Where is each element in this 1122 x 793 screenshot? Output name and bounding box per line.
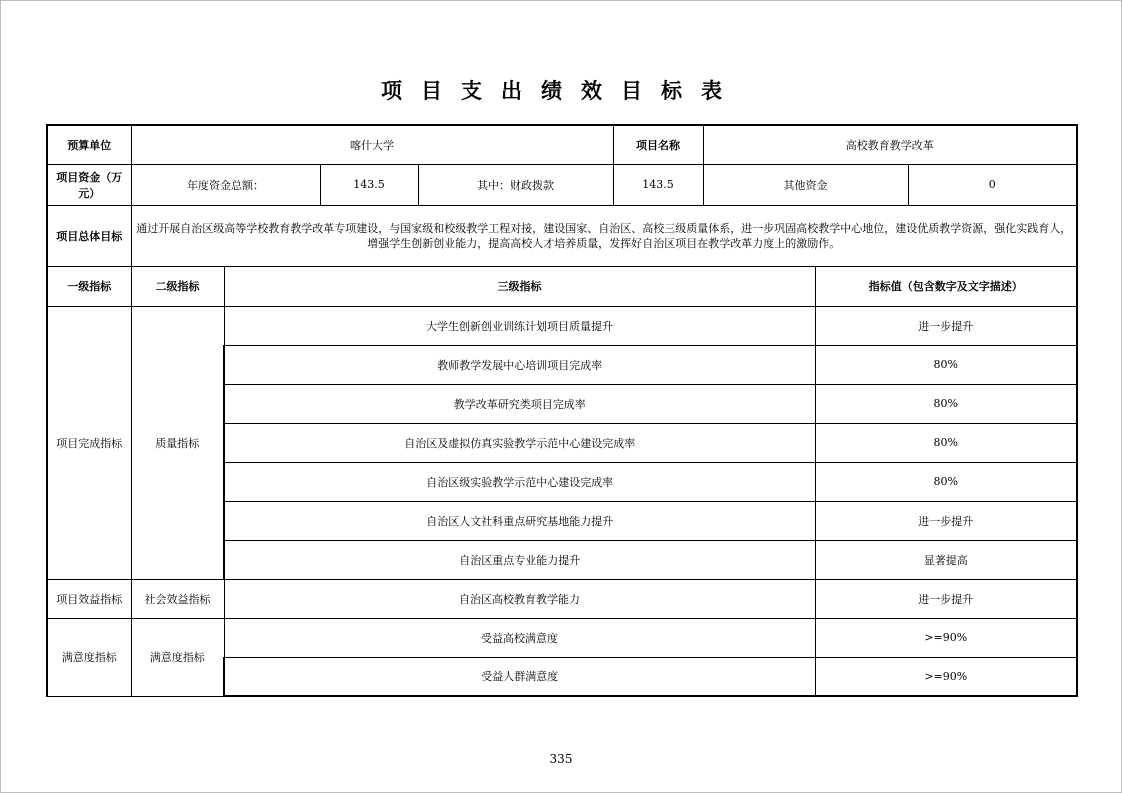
level3-indicator: 自治区重点专业能力提升: [224, 540, 815, 579]
overall-goal-row: [47, 205, 1077, 266]
budget-unit-value: 喀什大学: [131, 125, 613, 164]
level3-indicator: 教学改革研究类项目完成率: [224, 384, 815, 423]
project-name-label: 项目名称: [613, 125, 703, 164]
project-name-value: 高校教育教学改革: [703, 125, 1077, 164]
annual-total-label: 年度资金总额：: [131, 164, 320, 205]
indicator-value: 80%: [815, 462, 1077, 501]
overall-goal-text: 通过开展自治区级高等学校教育教学改革专项建设，与国家级和校级教学工程对接，建设国家、自治区、高校三级质量体系，进一步巩固高校教学中心地位，建设优质教学资源，强化实践育人，增强学生创新创业能力，提高高校人才培养质量，发挥好自治区项目在教学改革力度上的激励作。: [131, 205, 1077, 266]
indicator-value: >=90%: [815, 657, 1077, 696]
budget-unit-row: [47, 125, 1077, 164]
indicator-value: 进一步提升: [815, 501, 1077, 540]
column-header-level1: 一级指标: [47, 266, 131, 306]
level3-indicator: 教师教学发展中心培训项目完成率: [224, 345, 815, 384]
level3-indicator: 自治区及虚拟仿真实验教学示范中心建设完成率: [224, 423, 815, 462]
level1-satisfaction: 满意度指标: [47, 618, 131, 696]
indicator-value: >=90%: [815, 618, 1077, 657]
indicator-value: 80%: [815, 345, 1077, 384]
budget-unit-label: 预算单位: [47, 125, 131, 164]
level3-indicator: 受益人群满意度: [224, 657, 815, 696]
level3-indicator: 自治区级实验教学示范中心建设完成率: [224, 462, 815, 501]
fiscal-allocation-value: 143.5: [613, 164, 703, 205]
column-header-level2: 二级指标: [131, 266, 224, 306]
project-funds-label: 项目资金（万元）: [47, 164, 131, 205]
level3-indicator: 大学生创新创业训练计划项目质量提升: [224, 306, 815, 345]
column-header-value: 指标值（包含数字及文字描述）: [815, 266, 1077, 306]
table-row: [47, 306, 1077, 345]
indicator-value: 进一步提升: [815, 579, 1077, 618]
indicator-value: 进一步提升: [815, 306, 1077, 345]
other-funds-label: 其他资金: [703, 164, 908, 205]
indicator-value: 80%: [815, 423, 1077, 462]
indicator-value: 显著提高: [815, 540, 1077, 579]
level1-project-benefit: 项目效益指标: [47, 579, 131, 618]
table-row: [47, 618, 1077, 657]
other-funds-value: 0: [908, 164, 1077, 205]
overall-goal-label: 项目总体目标: [47, 205, 131, 266]
project-funds-row: [47, 164, 1077, 205]
indicator-header-row: [47, 266, 1077, 306]
level2-social-benefit: 社会效益指标: [131, 579, 224, 618]
level3-indicator: 受益高校满意度: [224, 618, 815, 657]
page-number: 335: [549, 752, 573, 766]
performance-target-table: [46, 124, 1078, 697]
level1-project-completion: 项目完成指标: [47, 306, 131, 579]
level2-quality: 质量指标: [131, 306, 224, 579]
level3-indicator: 自治区高校教育教学能力: [224, 579, 815, 618]
annual-total-value: 143.5: [320, 164, 418, 205]
table-row: [47, 579, 1077, 618]
fiscal-allocation-label: 其中：财政拨款: [418, 164, 613, 205]
level2-satisfaction: 满意度指标: [131, 618, 224, 696]
document-title: 项目支出绩效目标表: [381, 79, 741, 103]
level3-indicator: 自治区人文社科重点研究基地能力提升: [224, 501, 815, 540]
column-header-level3: 三级指标: [224, 266, 815, 306]
indicator-value: 80%: [815, 384, 1077, 423]
